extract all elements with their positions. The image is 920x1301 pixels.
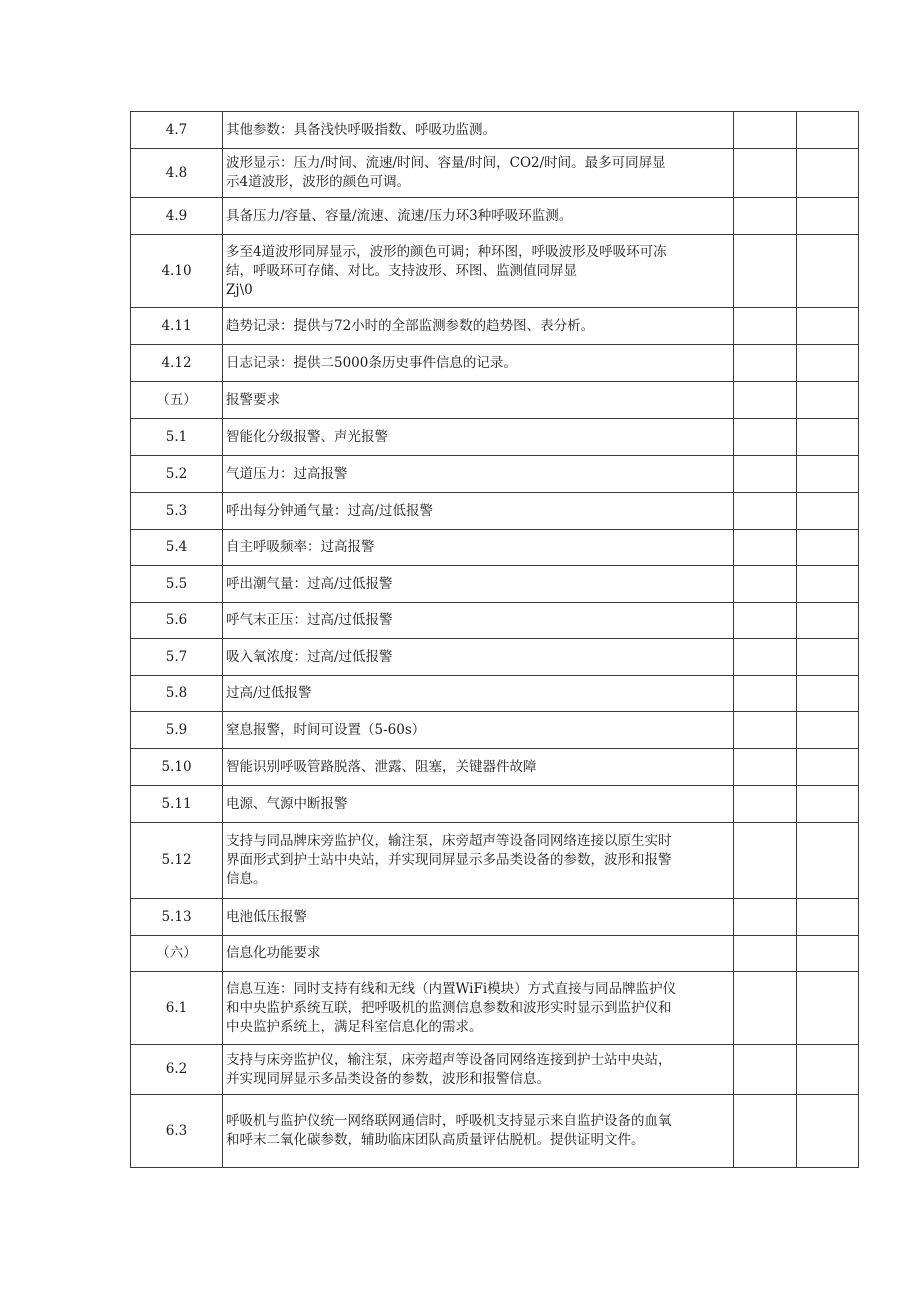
item-number: 4.10 [131,235,223,308]
item-description: 信息化功能要求 [226,945,321,961]
item-number: 5.5 [131,566,223,603]
item-number: 5.7 [131,639,223,676]
item-number: 4.8 [131,149,223,198]
response-cell [734,786,797,823]
item-description: 呼气末正压：过高/过低报警 [226,612,393,628]
table-row [131,603,859,639]
table-row [131,419,859,456]
table-row [131,899,859,936]
item-description-cell [223,382,734,419]
response-cell [734,345,797,382]
remark-cell [797,936,859,972]
response-cell [734,1095,797,1168]
remark-cell [797,112,859,149]
remark-cell [797,603,859,639]
table-row [131,456,859,493]
item-description-cell [223,676,734,712]
response-cell [734,749,797,786]
item-description: 智能识别呼吸管路脱落、泄露、阻塞，关键器件故障 [226,758,537,775]
spec-table [130,111,859,1168]
table-row [131,786,859,823]
item-description-cell [223,493,734,530]
response-cell [734,899,797,936]
item-description-cell [223,603,734,639]
item-description-cell [223,936,734,972]
remark-cell [797,712,859,749]
remark-cell [797,530,859,566]
item-number: 5.9 [131,712,223,749]
remark-cell [797,235,859,308]
item-description-cell [223,1095,734,1168]
table-row [131,823,859,899]
remark-cell [797,308,859,345]
item-description-cell [223,112,734,149]
response-cell [734,566,797,603]
response-cell [734,308,797,345]
item-description-cell [223,749,734,786]
table-row [131,149,859,198]
item-description: 报警要求 [226,391,280,408]
remark-cell [797,749,859,786]
response-cell [734,112,797,149]
item-description: 电源、气源中断报警 [226,795,348,812]
response-cell [734,530,797,566]
item-description-cell [223,639,734,676]
item-description-cell [223,345,734,382]
item-description: 多至4道波形同屏显示，波形的颜色可调；种环图，呼吸波形及呼吸环可冻 结，呼吸环可存储、对比。支持波形、环图、监测值同屏显 Zj\0 [226,243,667,298]
table-row [131,198,859,235]
remark-cell [797,419,859,456]
table-row [131,712,859,749]
item-description: 趋势记录：提供与72小时的全部监测参数的趋势图、表分析。 [226,317,595,334]
item-number: 5.10 [131,749,223,786]
item-description: 电池低压报警 [226,908,307,925]
table-row [131,345,859,382]
response-cell [734,419,797,456]
spec-table-body [131,112,859,1168]
remark-cell [797,198,859,235]
item-number: 5.3 [131,493,223,530]
item-description: 智能化分级报警、声光报警 [226,428,388,445]
item-description: 日志记录：提供二5000条历史事件信息的记录。 [226,354,517,371]
response-cell [734,823,797,899]
table-row [131,235,859,308]
remark-cell [797,639,859,676]
remark-cell [797,566,859,603]
remark-cell [797,456,859,493]
item-description-cell [223,198,734,235]
item-description-cell [223,972,734,1045]
item-description-cell [223,456,734,493]
remark-cell [797,823,859,899]
item-description: 支持与同品牌床旁监护仪，输注泵，床旁超声等设备同网络连接以原生实时 界面形式到护士站中央站，并实现同屏显示多品类设备的参数，波形和报警 信息。 [226,833,672,887]
item-number: 6.3 [131,1095,223,1168]
item-description-cell [223,823,734,899]
response-cell [734,639,797,676]
response-cell [734,603,797,639]
table-row [131,972,859,1045]
item-description-cell [223,712,734,749]
table-row [131,382,859,419]
item-description: 呼出每分钟通气量：过高/过低报警 [226,502,434,519]
response-cell [734,198,797,235]
remark-cell [797,382,859,419]
response-cell [734,712,797,749]
item-description: 吸入氧浓度：过高/过低报警 [226,648,393,665]
item-description: 支持与床旁监护仪，输注泵，床旁超声等设备同网络连接到护士站中央站， 并实现同屏显示多品类设备的参数，波形和报警信息。 [226,1051,672,1087]
item-number: 6.2 [131,1045,223,1095]
response-cell [734,235,797,308]
response-cell [734,972,797,1045]
item-description-cell [223,1045,734,1095]
item-number: （六） [131,936,223,972]
item-description-cell [223,899,734,936]
item-description: 信息互连：同时支持有线和无线（内置WiFi模块）方式直接与同品牌监护仪 和中央监护系统互联，把呼吸机的监测信息参数和波形实时显示到监护仪和 中央监护系统上，满足科室信息化的需求。 [226,980,677,1035]
response-cell [734,936,797,972]
table-row [131,566,859,603]
response-cell [734,149,797,198]
item-number: 5.11 [131,786,223,823]
table-row [131,308,859,345]
remark-cell [797,676,859,712]
item-number: 5.13 [131,899,223,936]
item-number: 4.9 [131,198,223,235]
item-description: 波形显示：压力/时间、流速/时间、容量/时间，CO2/时间。最多可同屏显 示4道波形，波形的颜色可调。 [226,155,666,190]
item-description: 窒息报警，时间可设置（5-60s） [226,721,426,738]
item-number: 4.12 [131,345,223,382]
remark-cell [797,493,859,530]
item-number: 5.6 [131,603,223,639]
item-description: 过高/过低报警 [226,685,312,701]
remark-cell [797,1095,859,1168]
item-number: 5.1 [131,419,223,456]
item-description-cell [223,235,734,308]
item-number: 5.12 [131,823,223,899]
item-description-cell [223,308,734,345]
table-row [131,676,859,712]
remark-cell [797,345,859,382]
item-description: 具备压力/容量、容量/流速、流速/压力环3种呼吸环监测。 [226,207,573,224]
response-cell [734,1045,797,1095]
response-cell [734,456,797,493]
table-row [131,112,859,149]
table-row [131,493,859,530]
item-description: 呼吸机与监护仪统一网络联网通信时，呼吸机支持显示来自监护设备的血氧 和呼末二氧化碳参数，辅助临床团队高质量评估脱机。提供证明文件。 [226,1113,672,1148]
item-description: 自主呼吸频率：过高报警 [226,539,375,555]
item-number: 5.4 [131,530,223,566]
table-row [131,639,859,676]
table-row [131,1045,859,1095]
table-row [131,936,859,972]
item-description-cell [223,786,734,823]
remark-cell [797,899,859,936]
item-number: 6.1 [131,972,223,1045]
item-number: 4.7 [131,112,223,149]
remark-cell [797,1045,859,1095]
item-number: 5.8 [131,676,223,712]
item-description: 气道压力：过高报警 [226,465,348,482]
table-row [131,1095,859,1168]
remark-cell [797,149,859,198]
remark-cell [797,972,859,1045]
response-cell [734,382,797,419]
item-description-cell [223,566,734,603]
item-description-cell [223,419,734,456]
item-number: （五） [131,382,223,419]
table-row [131,749,859,786]
item-description-cell [223,149,734,198]
response-cell [734,676,797,712]
response-cell [734,493,797,530]
table-row [131,530,859,566]
item-description: 其他参数：具备浅快呼吸指数、呼吸功监测。 [226,121,496,138]
item-description: 呼出潮气量：过高/过低报警 [226,575,393,592]
remark-cell [797,786,859,823]
item-number: 4.11 [131,308,223,345]
item-number: 5.2 [131,456,223,493]
item-description-cell [223,530,734,566]
